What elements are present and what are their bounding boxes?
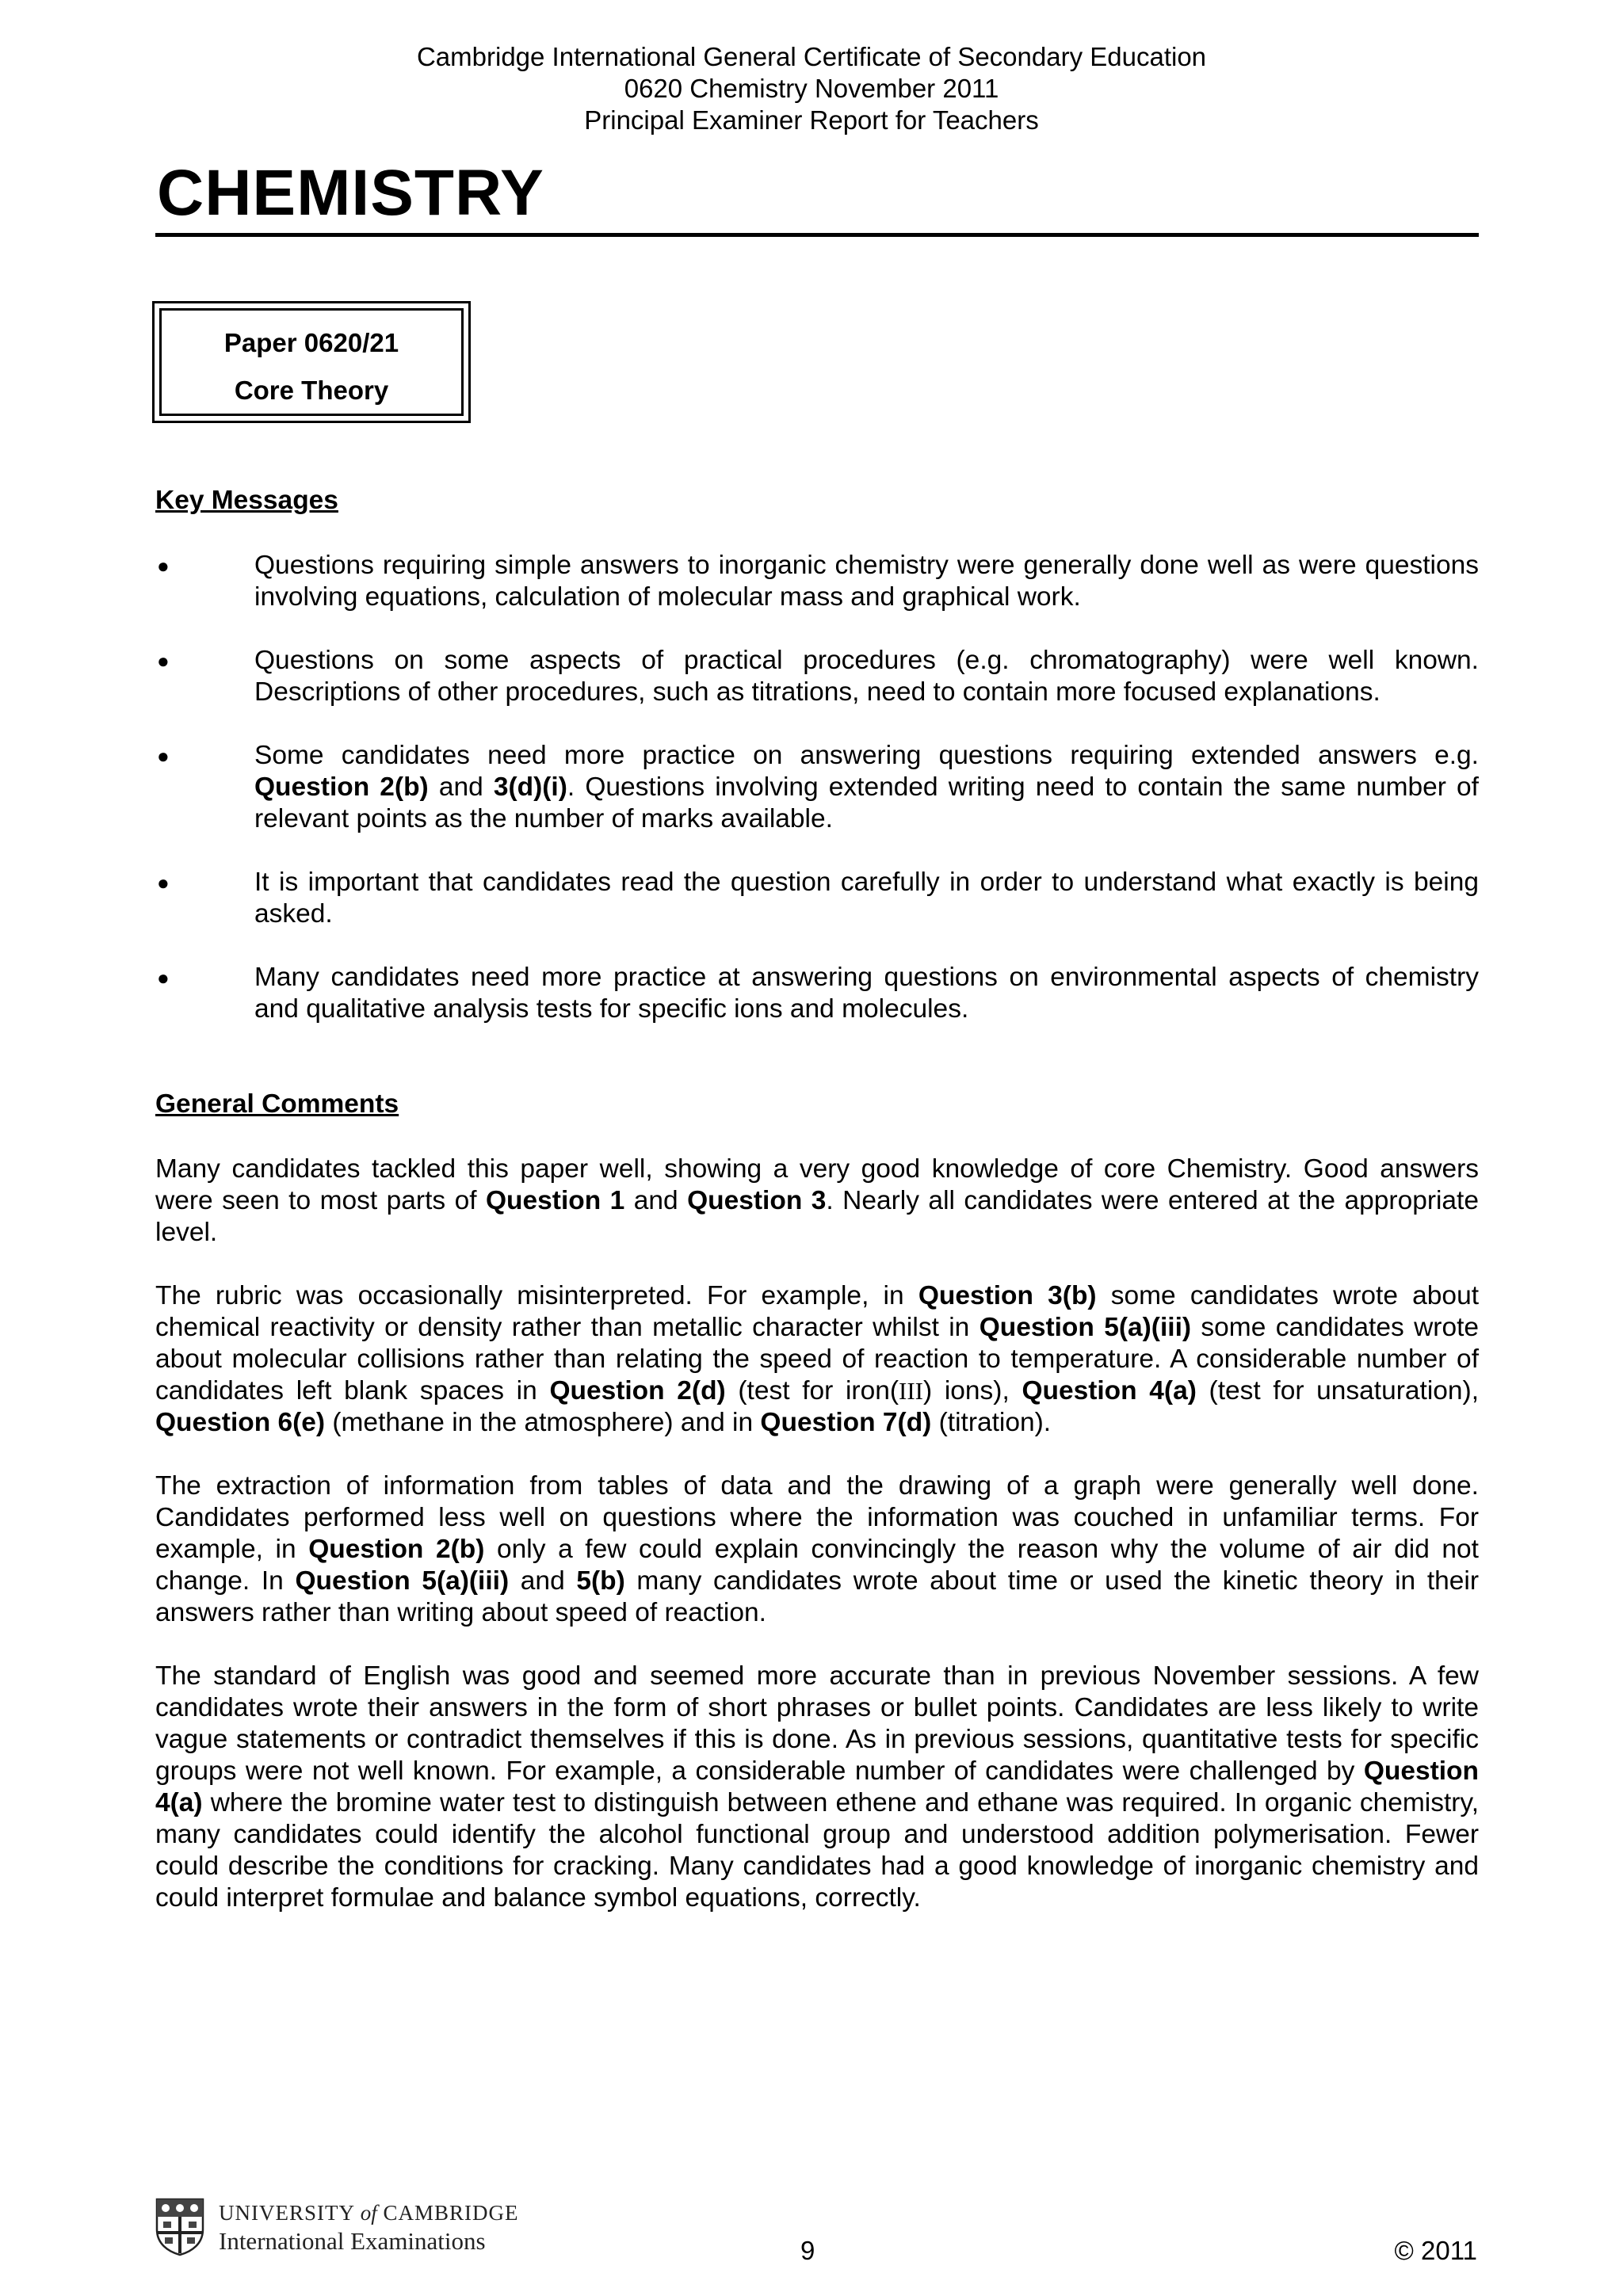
cambridge-logo [155, 2198, 536, 2261]
logo-word: of [360, 2201, 377, 2225]
text-run: some candidates wrote about chemical reactivity or density rather than metallic character whilst in [155, 1281, 1480, 1342]
text-run: only a few could explain convincingly the reason why the volume of air did not change. In [155, 1535, 1479, 1596]
list-item [155, 962, 1479, 1025]
bullet-text: Many candidates need more practice at answering questions on environmental aspects of chemistry and qualitative analysis tests for specific ions and molecules. [254, 963, 1479, 1024]
logo-word: UNIVERSITY [219, 2201, 354, 2225]
question-ref: Question 5(a)(iii) [295, 1566, 510, 1596]
text-run: (methane in the atmosphere) and in [325, 1408, 761, 1437]
text-run: (test for unsaturation), [1196, 1376, 1480, 1405]
text-run: and [509, 1566, 577, 1596]
list-item [155, 645, 1479, 708]
bullet-text: Questions on some aspects of practical procedures (e.g. chromatography) were well known. Descriptions of other procedures, such as titrations, need to contain more focused explanations. [254, 646, 1479, 707]
question-ref: Question 3(b) [918, 1281, 1097, 1310]
paragraph-4 [155, 1661, 1479, 1914]
bullet-icon: ● [157, 554, 170, 578]
logo-word: CAMBRIDGE [383, 2201, 519, 2225]
question-ref: Question 7(d) [760, 1408, 932, 1437]
paper-number: Paper 0620/21 [223, 328, 399, 357]
question-ref: Question 3 [687, 1186, 827, 1215]
bullet-icon: ● [157, 744, 170, 768]
cambridge-shield-icon [155, 2198, 204, 2256]
paragraph-1 [155, 1154, 1479, 1249]
text-run: The extraction of information from tables of data and the drawing of a graph were generally well done. Candidates performed less well on questions where the information was couched in unfamiliar terms. For example, in [155, 1471, 1479, 1564]
copyright: © 2011 [1394, 2236, 1477, 2265]
list-item [155, 740, 1479, 835]
question-ref: Question 2(d) [549, 1376, 726, 1405]
text-run: Many candidates tackled this paper well, showing a very good knowledge of core Chemistry. Good answers were seen to most parts of [155, 1154, 1479, 1215]
bullet-icon: ● [157, 871, 170, 894]
bullet-text: Questions requiring simple answers to inorganic chemistry were generally done well as were questions involving equations, calculation of molecular mass and graphical work. [254, 551, 1479, 612]
question-ref: Question 5(a)(iii) [979, 1313, 1192, 1342]
text-run: many candidates wrote about time or used the kinetic theory in their answers rather than writing about speed of reaction. [155, 1566, 1479, 1627]
text-run: The standard of English was good and seemed more accurate than in previous November sessions. A few candidates wrote their answers in the form of short phrases or bullet points. Candidates are less likely to write vague statements or contradict themselves if this is done. As in previous sessions, quantitative tests for specific groups were not well known. For example, a considerable number of candidates were challenged by [155, 1661, 1479, 1786]
logo-line-2: International Examinations [219, 2227, 486, 2255]
paper-box-inner [159, 308, 464, 416]
key-messages-list [155, 550, 1479, 1025]
logo-line-1 [219, 2199, 519, 2226]
question-ref: Question 4(a) [1022, 1376, 1197, 1405]
bullet-icon: ● [157, 966, 170, 990]
list-item [155, 550, 1479, 613]
question-ref: Question 2(b) [308, 1535, 485, 1564]
question-ref: Question 1 [486, 1186, 625, 1215]
logo-text [219, 2199, 519, 2256]
text-run: where the bromine water test to distinguish between ethene and ethane was required. In organic chemistry, many candidates could identify the alcohol functional group and understood addition polymerisation. Fewer could describe the conditions for cracking. Many candidates had a good knowledge of inorganic chemistry and could interpret formulae and balance symbol equations, correctly. [155, 1788, 1479, 1913]
report-header [0, 41, 1623, 136]
page-number: 9 [800, 2236, 815, 2265]
list-item [155, 867, 1479, 930]
question-ref: Question 6(e) [155, 1408, 326, 1437]
question-ref: 5(b) [576, 1566, 625, 1596]
title-divider [155, 233, 1479, 237]
key-messages-heading: Key Messages [155, 486, 338, 515]
bullet-text-mid: and [428, 772, 494, 802]
bullet-text: It is important that candidates read the question carefully in order to understand what exactly is being asked. [254, 868, 1479, 929]
paper-title: Core Theory [234, 376, 389, 405]
header-line-3: Principal Examiner Report for Teachers [584, 105, 1039, 135]
bullet-text-post: . Questions involving extended writing need to contain the same number of relevant points as the number of marks available. [254, 772, 1479, 833]
text-run: and [624, 1186, 688, 1215]
bullet-text-pre: Some candidates need more practice on answering questions requiring extended answers e.g. [254, 741, 1479, 770]
question-ref: Question 4(a) [155, 1756, 1479, 1817]
question-ref: 3(d)(i) [493, 772, 567, 802]
text-run: (test for iron( [725, 1376, 899, 1405]
general-comments-heading: General Comments [155, 1089, 399, 1119]
text-run: ) ions), [923, 1376, 1022, 1405]
paragraph-3 [155, 1470, 1479, 1629]
text-run: some candidates wrote about molecular collisions rather than relating the speed of reaction to temperature. A considerable number of candidates left blank spaces in [155, 1313, 1480, 1405]
bullet-icon: ● [157, 649, 170, 673]
text-run: The rubric was occasionally misinterpreted. For example, in [155, 1281, 918, 1310]
paragraph-2 [155, 1280, 1479, 1439]
paper-box [152, 301, 471, 423]
header-line-1: Cambridge International General Certificate of Secondary Education [416, 42, 1207, 71]
subject-title: CHEMISTRY [157, 157, 544, 229]
text-run: (titration). [931, 1408, 1052, 1437]
header-line-2: 0620 Chemistry November 2011 [624, 74, 999, 103]
roman-numeral: III [899, 1377, 923, 1405]
question-ref: Question 2(b) [254, 772, 429, 802]
report-body [155, 485, 1479, 1914]
text-run: . Nearly all candidates were entered at the appropriate level. [155, 1186, 1479, 1247]
